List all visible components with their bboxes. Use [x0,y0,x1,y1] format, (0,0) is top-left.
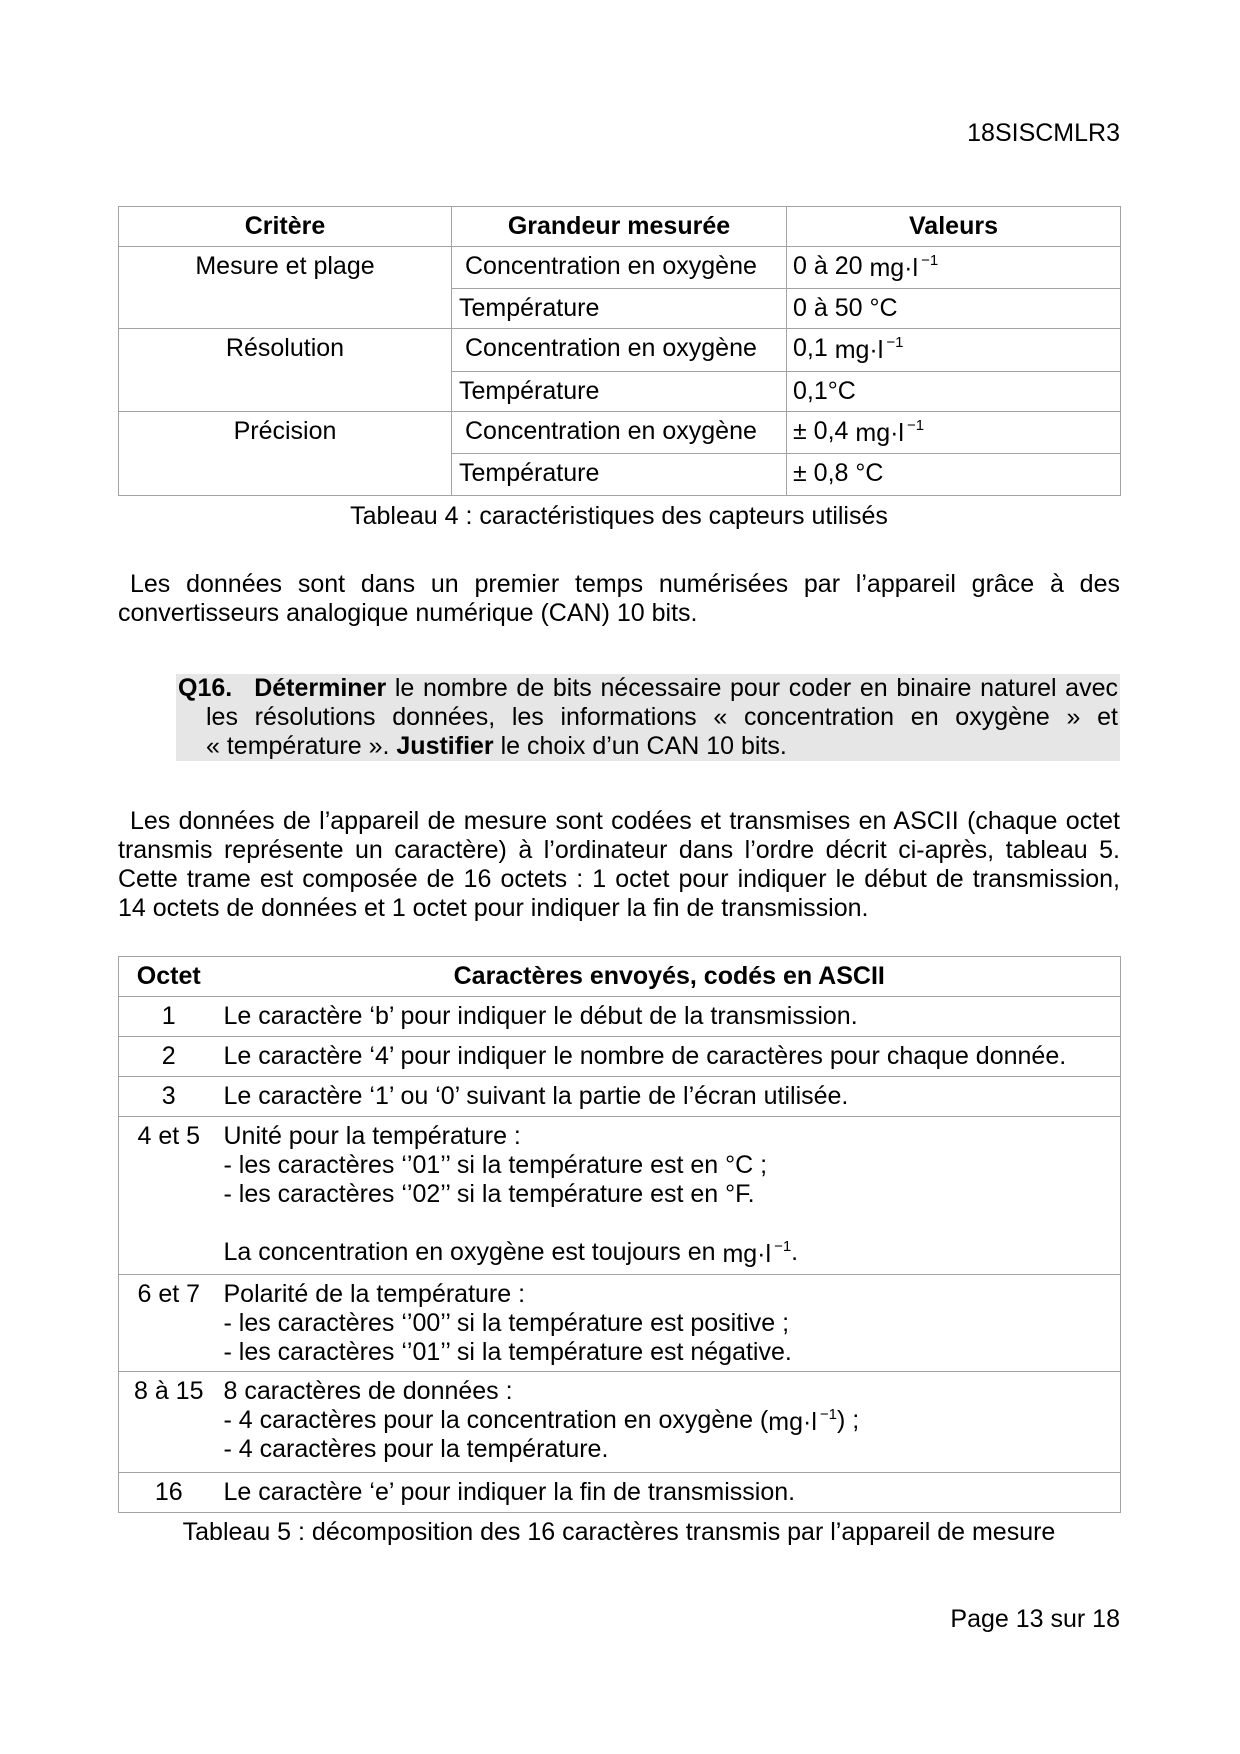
description-cell: Le caractère ‘1’ ou ‘0’ suivant la partie de l’écran utilisée. [219,1077,1121,1117]
unit-exponent: −1 [921,252,939,269]
unit-text: mg·l [834,336,884,364]
question-number: Q16. [178,674,233,702]
column-header-octet: Octet [119,957,219,997]
description-cell: Le caractère ‘4’ pour indiquer le nombre de caractères pour chaque donnée. [219,1037,1121,1077]
octet-cell: 3 [119,1077,219,1117]
description-note [224,1238,1116,1267]
table-header-row [119,957,1121,997]
page-number: Page 13 sur 18 [950,1605,1120,1633]
description-cell: Le caractère ‘e’ pour indiquer la fin de transmission. [219,1473,1121,1513]
unit-text: mg·l [855,419,904,447]
grandeur-cell: Température [452,454,787,496]
description-line: Unité pour la température : [223,1122,521,1150]
description-line: - 4 caractères pour la température. [223,1435,609,1463]
description-line: - les caractères ‘’01’’ si la température est en °C ; [223,1151,768,1179]
table-row [119,1037,1121,1077]
paragraph-line: convertisseurs analogique numérique (CAN) 10 bits. [118,599,698,627]
table-header-row [119,207,1121,247]
paragraph-1 [118,570,1120,628]
table-row [119,247,1121,289]
unit-text: mg·l [768,1408,817,1436]
question-line [176,674,1120,703]
note-end: . [791,1238,799,1266]
ascii-frame-table [118,956,1121,1513]
detail-text: - 4 caractères pour la concentration en oxygène ( [223,1406,769,1434]
valeur-cell [787,412,1121,454]
unit-exponent: −1 [819,1406,837,1423]
description-cell [219,1372,1121,1473]
grandeur-cell: Concentration en oxygène [452,412,787,454]
valeur-cell: ± 0,8 °C [787,454,1121,496]
description-line: - les caractères ‘’01’’ si la température est négative. [223,1338,792,1366]
detail-end: ) ; [836,1406,860,1434]
grandeur-cell: Température [452,289,787,329]
document-code: 18SISCMLR3 [967,119,1120,147]
unit-text: mg·l [722,1240,772,1268]
value-text: 0 à 20 [793,252,870,280]
grandeur-cell: Température [452,372,787,412]
unit-exponent: −1 [886,334,904,351]
table-row [119,329,1121,372]
question-text: le nombre de bits nécessaire pour coder en binaire naturel avec [386,674,1118,702]
grandeur-cell: Concentration en oxygène [452,247,787,289]
description-line [224,1406,1116,1435]
column-header-grandeur: Grandeur mesurée [452,207,787,247]
description-cell: Le caractère ‘b’ pour indiquer le début de la transmission. [219,997,1121,1037]
question-verb: Déterminer [254,674,387,702]
octet-cell: 6 et 7 [119,1275,219,1372]
question-box [176,674,1120,761]
octet-cell: 1 [119,997,219,1037]
value-text: 0,1 [793,334,835,362]
octet-cell: 4 et 5 [119,1117,219,1275]
table-row [119,1117,1121,1275]
unit-text: mg·l [869,254,919,282]
table-row [119,1473,1121,1513]
question-line: les résolutions données, les informations « concentration en oxygène » et [206,703,1118,731]
question-verb: Justifier [396,732,494,760]
valeur-cell: 0 à 50 °C [787,289,1121,329]
table-row [119,1077,1121,1117]
table5-caption: Tableau 5 : décomposition des 16 caractères transmis par l’appareil de mesure [182,1518,1056,1546]
description-line: 8 caractères de données : [223,1377,513,1405]
column-header-caracteres: Caractères envoyés, codés en ASCII [219,957,1121,997]
question-line [176,732,1120,761]
column-header-critere: Critère [119,207,452,247]
unit-exponent: −1 [774,1238,792,1255]
table4-caption: Tableau 4 : caractéristiques des capteurs utilisés [350,502,888,530]
table-row [119,997,1121,1037]
paragraph-2 [118,807,1120,923]
grandeur-cell: Concentration en oxygène [452,329,787,372]
valeur-cell: 0,1°C [787,372,1121,412]
critere-cell: Précision [119,412,452,496]
value-text: ± 0,4 [793,417,856,445]
octet-cell: 2 [119,1037,219,1077]
paragraph-line: Les données sont dans un premier temps numérisées par l’appareil grâce à des [130,570,1120,598]
paragraph-line: Cette trame est composée de 16 octets : 1 octet pour indiquer le début de transmission, [118,865,1120,893]
table-row [119,1275,1121,1372]
critere-cell: Résolution [119,329,452,412]
table-row [119,412,1121,454]
description-cell [219,1117,1121,1275]
question-text: le choix d’un CAN 10 bits. [493,732,787,760]
octet-cell: 16 [119,1473,219,1513]
description-line: Polarité de la température : [223,1280,526,1308]
paragraph-line: 14 octets de données et 1 octet pour indiquer la fin de transmission. [118,894,869,922]
description-line: - les caractères ‘’00’’ si la température est positive ; [223,1309,790,1337]
critere-cell: Mesure et plage [119,247,452,329]
description-line: - les caractères ‘’02’’ si la température est en °F. [223,1180,755,1208]
valeur-cell [787,247,1121,289]
blank-line [224,1209,1116,1238]
sensor-characteristics-table [118,206,1121,496]
octet-cell: 8 à 15 [119,1372,219,1473]
description-cell [219,1275,1121,1372]
valeur-cell [787,329,1121,372]
column-header-valeurs: Valeurs [787,207,1121,247]
paragraph-line: transmis représente un caractère) à l’ordinateur dans l’ordre décrit ci-après, tableau 5. [118,836,1120,864]
table-row [119,1372,1121,1473]
note-text: La concentration en oxygène est toujours en [223,1238,723,1266]
unit-exponent: −1 [906,417,925,434]
question-text: « température ». [206,732,397,760]
paragraph-line: Les données de l’appareil de mesure sont codées et transmises en ASCII (chaque octet [130,807,1120,835]
